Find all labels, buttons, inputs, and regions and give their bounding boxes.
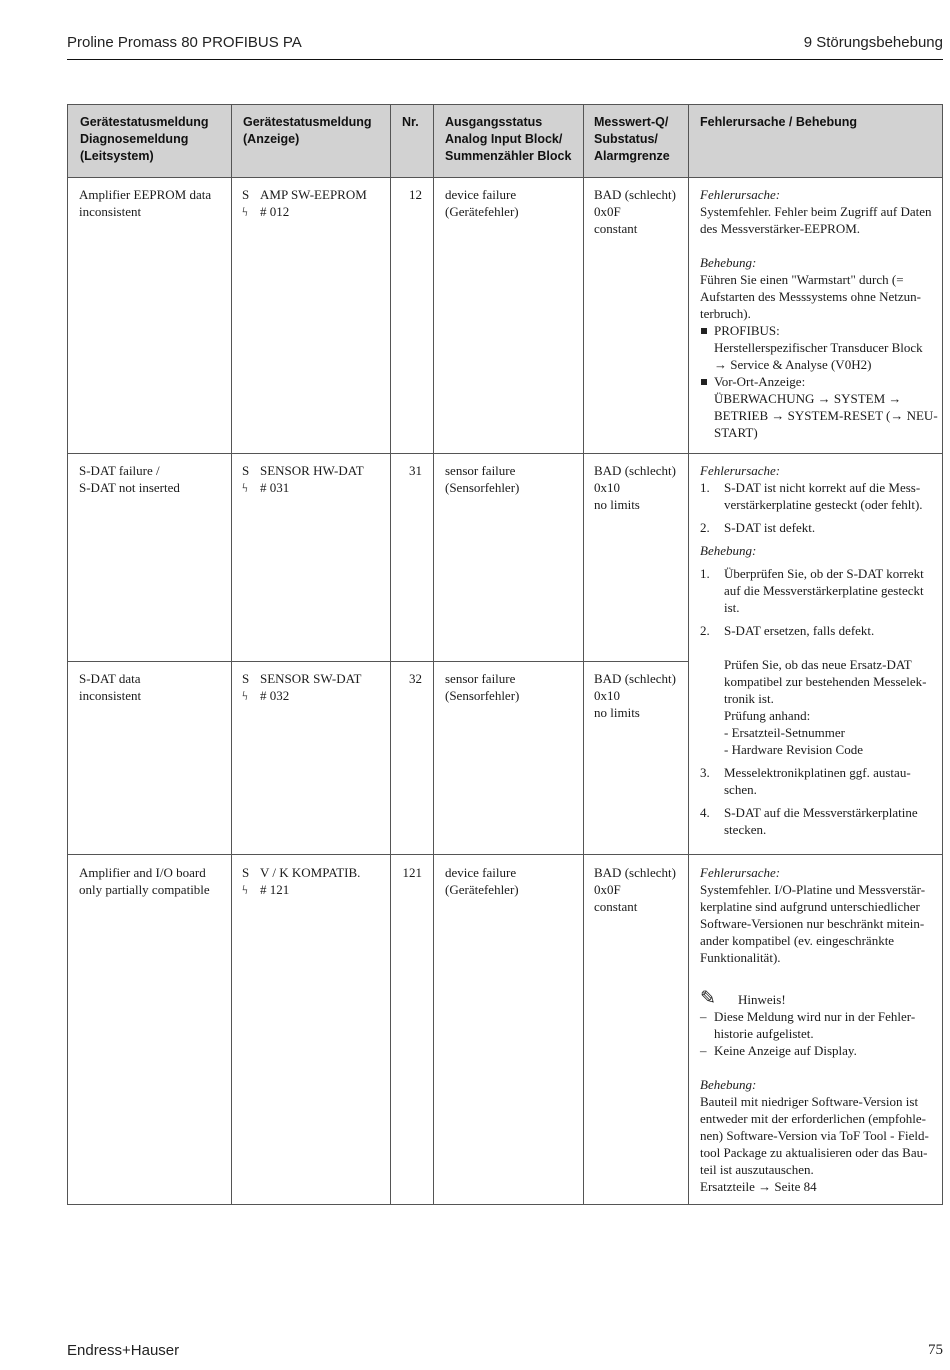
header-section: 9 Störungsbehebung (803, 34, 943, 51)
text-line: BAD (schlecht) (594, 463, 676, 478)
spare-parts-reference[interactable]: Ersatzteile → Seite 84 (700, 1179, 817, 1194)
column-divider (583, 105, 584, 1204)
footer-brand: Endress+Hauser (67, 1342, 180, 1359)
row2-3-remedy (700, 462, 940, 838)
text-line: ander kompatibel (ev. eingeschränkte (700, 933, 895, 948)
numbered-item (700, 565, 940, 616)
numbered-item (700, 764, 940, 798)
text-line: (Gerätefehler) (445, 882, 519, 897)
note-heading (700, 989, 940, 1008)
text-line: Keine Anzeige auf Display. (714, 1043, 857, 1058)
row-divider (68, 661, 688, 662)
cause-label: Fehlerursache: (700, 187, 781, 202)
row-divider (68, 854, 942, 855)
item-number: 4. (700, 805, 710, 820)
column-divider (231, 105, 232, 1204)
row3-output-status (445, 670, 519, 704)
text-line: Bauteil mit niedriger Software-Version ist (700, 1094, 919, 1109)
text-line: tool Package zu aktualisieren oder das Bau- (700, 1145, 928, 1160)
text-line: Messelektronikplatinen ggf. austau- (724, 765, 911, 780)
text-line: ist. (724, 600, 740, 615)
row4-remedy (700, 864, 940, 1195)
row3-diagnosis (79, 670, 141, 704)
text-line: inconsistent (79, 204, 142, 219)
row3-quality (594, 670, 676, 721)
row4-diagnosis (79, 864, 210, 898)
text-line: S-DAT ist nicht korrekt auf die Mess- (724, 480, 921, 495)
text-line: BETRIEB → SYSTEM-RESET (→ NEU- (714, 408, 938, 423)
cause-label: Fehlerursache: (700, 865, 781, 880)
row2-number: 31 (409, 463, 422, 478)
text-line: Herstellerspezifischer Transducer Block (714, 340, 923, 355)
header-line: (Anzeige) (243, 132, 300, 146)
text-line: 0x0F (594, 882, 621, 897)
numbered-item (700, 804, 940, 838)
display-message: SENSOR SW-DAT (260, 671, 362, 686)
note-item (700, 1008, 940, 1042)
text-line: ÜBERWACHUNG → SYSTEM → (714, 391, 902, 406)
text-line: BAD (schlecht) (594, 865, 676, 880)
column-divider (390, 105, 391, 1204)
text-line: no limits (594, 705, 640, 720)
header-line: Alarmgrenze (594, 149, 670, 163)
header-line: (Leitsystem) (80, 149, 154, 163)
row2-diagnosis (79, 462, 180, 496)
text-line: BAD (schlecht) (594, 671, 676, 686)
text-line: S-DAT ist defekt. (724, 520, 816, 535)
column-header-display (243, 114, 372, 148)
text-line: teil ist auszutauschen. (700, 1162, 814, 1177)
text-line: Funktionalität). (700, 950, 781, 965)
dash-marker: – (700, 1043, 707, 1058)
text-line: → Service & Analyse (V0H2) (714, 357, 872, 372)
row-divider (68, 453, 942, 454)
text-line: tronik ist. (724, 691, 774, 706)
row4-output-status (445, 864, 519, 898)
header-line: Fehlerursache / Behebung (700, 115, 857, 129)
column-header-number (402, 114, 419, 131)
column-header-diagnosis (80, 114, 209, 165)
note-label: Hinweis! (738, 992, 786, 1007)
column-header-quality (594, 114, 670, 165)
header-title: Proline Promass 80 PROFIBUS PA (67, 34, 302, 51)
text-line: 0x10 (594, 688, 620, 703)
header-line: Diagnosemeldung (80, 132, 189, 146)
text-line: S-DAT auf die Messverstärkerplatine (724, 805, 918, 820)
display-code: # 121 (260, 882, 290, 897)
header-line: Ausgangsstatus (445, 115, 543, 129)
display-code: # 032 (260, 688, 290, 703)
text-line: (Gerätefehler) (445, 204, 519, 219)
display-message: SENSOR HW-DAT (260, 463, 364, 478)
severity-letter: S (242, 463, 250, 478)
row2-display (242, 462, 364, 496)
text-line: sensor failure (445, 463, 516, 478)
text-line: S-DAT ersetzen, falls defekt. (724, 623, 875, 638)
numbered-item (700, 519, 940, 536)
row4-display (242, 864, 360, 898)
row1-quality (594, 186, 676, 237)
text-line: 0x10 (594, 480, 620, 495)
text-line: Amplifier EEPROM data (79, 187, 212, 202)
header-line: Analog Input Block/ (445, 132, 563, 146)
note-item (700, 1042, 940, 1059)
error-table (67, 104, 943, 1205)
text-line: des Messverstärker-EEPROM. (700, 221, 861, 236)
text-line: auf die Messverstärkerplatine gesteckt (724, 583, 924, 598)
fix-label: Behebung: (700, 255, 757, 270)
item-number: 2. (700, 623, 710, 638)
row1-output-status (445, 186, 519, 220)
column-header-output-status (445, 114, 571, 165)
bullet-item (700, 373, 938, 441)
row1-display (242, 186, 367, 220)
text-line: Amplifier and I/O board (79, 865, 206, 880)
text-line: Prüfen Sie, ob das neue Ersatz-DAT (724, 657, 912, 672)
text-line: historie aufgelistet. (714, 1026, 814, 1041)
text-line: Diese Meldung wird nur in der Fehler- (714, 1009, 916, 1024)
display-message: V / K KOMPATIB. (260, 865, 361, 880)
text-line: BAD (schlecht) (594, 187, 676, 202)
text-line: START) (714, 425, 758, 440)
text-line: Systemfehler. I/O-Platine und Messverstär- (700, 882, 926, 897)
text-line: Prüfung anhand: (724, 708, 811, 723)
item-number: 1. (700, 480, 710, 495)
numbered-item (700, 622, 940, 639)
pencil-icon: ✎ (700, 988, 716, 1009)
display-code: # 012 (260, 204, 290, 219)
text-line: verstärkerplatine gesteckt (oder fehlt). (724, 497, 923, 512)
text-line: constant (594, 221, 638, 236)
page-header (67, 34, 943, 60)
row1-remedy (700, 186, 938, 441)
numbered-item (700, 479, 940, 513)
text-line: nen) Software-Version via ToF Tool - Field- (700, 1128, 929, 1143)
text-line: - Ersatzteil-Setnummer (724, 725, 845, 740)
bullet-item (700, 322, 938, 373)
text-line: stecken. (724, 822, 767, 837)
text-line: terbruch). (700, 306, 751, 321)
item-number: 2. (700, 520, 710, 535)
text-line: schen. (724, 782, 757, 797)
fix-label: Behebung: (700, 543, 757, 558)
severity-letter: S (242, 671, 250, 686)
text-line: kerplatine sind aufgrund unterschiedlicher (700, 899, 920, 914)
text-line: constant (594, 899, 638, 914)
header-line: Nr. (402, 115, 419, 129)
text-line: (Sensorfehler) (445, 480, 520, 495)
page-number: 75 (928, 1342, 943, 1358)
text-line: Vor-Ort-Anzeige: (714, 374, 806, 389)
row3-number: 32 (409, 671, 422, 686)
row2-output-status (445, 462, 519, 496)
text-line: Aufstarten des Messsystems ohne Netzun- (700, 289, 921, 304)
header-line: Messwert-Q/ (594, 115, 669, 129)
text-line: S-DAT data (79, 671, 141, 686)
row1-diagnosis (79, 186, 211, 220)
text-line: S-DAT not inserted (79, 480, 180, 495)
header-line: Gerätestatusmeldung (243, 115, 372, 129)
text-line: 0x0F (594, 204, 621, 219)
row4-number: 121 (402, 865, 422, 880)
header-rule (67, 59, 943, 60)
column-divider (688, 105, 689, 1204)
text-line: S-DAT failure / (79, 463, 160, 478)
row1-number: 12 (409, 187, 422, 202)
text-line: no limits (594, 497, 640, 512)
row2-quality (594, 462, 676, 513)
header-line: Substatus/ (594, 132, 658, 146)
check-paragraph (700, 656, 940, 758)
row3-display (242, 670, 362, 704)
row-divider (68, 177, 942, 178)
header-line: Gerätestatusmeldung (80, 115, 209, 129)
fix-label: Behebung: (700, 1077, 757, 1092)
item-number: 1. (700, 566, 710, 581)
display-code: # 031 (260, 480, 290, 495)
text-line: kompatibel zur bestehenden Messelek- (724, 674, 927, 689)
text-line: only partially compatible (79, 882, 210, 897)
text-line: (Sensorfehler) (445, 688, 520, 703)
text-line: inconsistent (79, 688, 142, 703)
lightning-icon: ϟ (242, 204, 248, 219)
severity-letter: S (242, 187, 250, 202)
text-line: Überprüfen Sie, ob der S-DAT korrekt (724, 566, 924, 581)
lightning-icon: ϟ (242, 480, 248, 495)
text-line: device failure (445, 187, 517, 202)
cause-label: Fehlerursache: (700, 463, 781, 478)
display-message: AMP SW-EEPROM (260, 187, 367, 202)
text-line: PROFIBUS: (714, 323, 780, 338)
column-header-remedy (700, 114, 857, 131)
dash-marker: – (700, 1009, 707, 1024)
severity-letter: S (242, 865, 250, 880)
column-divider (433, 105, 434, 1204)
text-line: - Hardware Revision Code (724, 742, 863, 757)
text-line: sensor failure (445, 671, 516, 686)
lightning-icon: ϟ (242, 882, 248, 897)
text-line: Software-Versionen nur beschränkt mitein- (700, 916, 925, 931)
text-line: device failure (445, 865, 517, 880)
text-line: Systemfehler. Fehler beim Zugriff auf Daten (700, 204, 932, 219)
lightning-icon: ϟ (242, 688, 248, 703)
text-line: entweder mit der erforderlichen (empfohle- (700, 1111, 926, 1126)
header-line: Summenzähler Block (445, 149, 572, 163)
text-line: Führen Sie einen "Warmstart" durch (= (700, 272, 904, 287)
row4-quality (594, 864, 676, 915)
item-number: 3. (700, 765, 710, 780)
